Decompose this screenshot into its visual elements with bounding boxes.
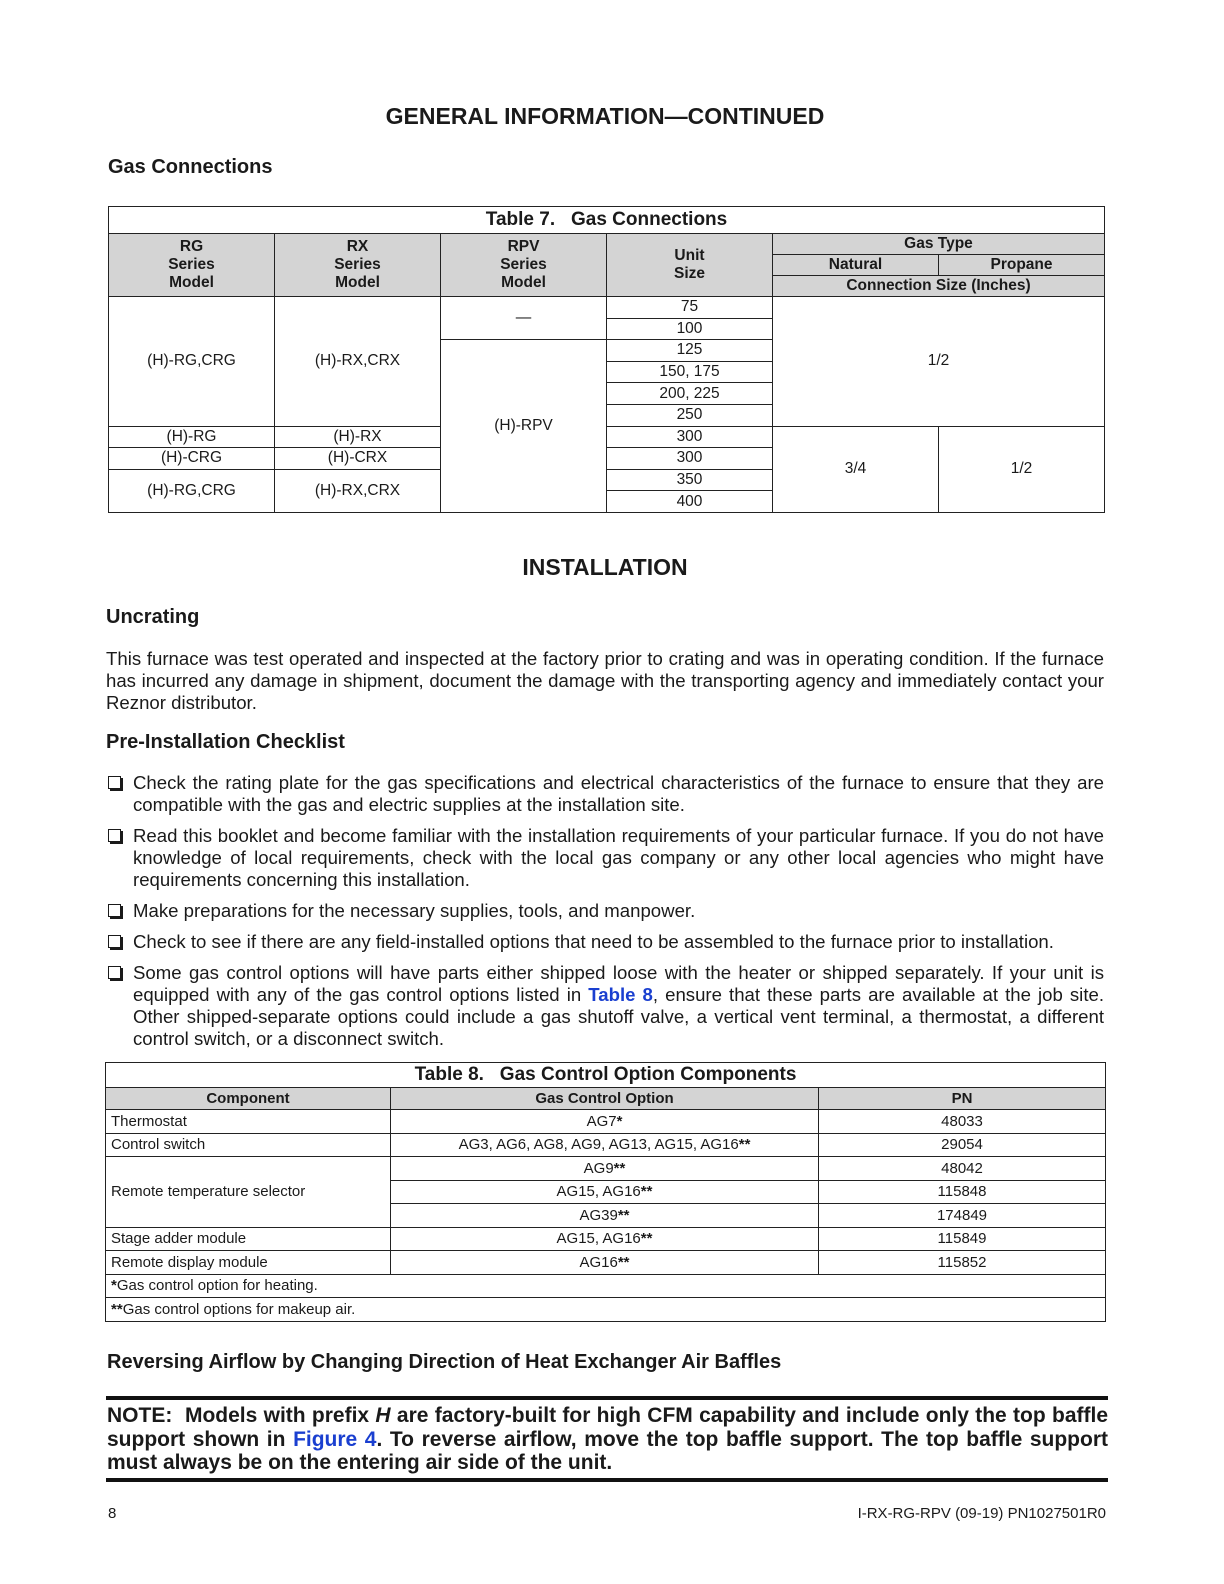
table8-link[interactable]: Table 8 <box>588 984 653 1005</box>
table-row: Remote temperature selector AG9** 48042 <box>106 1157 1106 1181</box>
checkbox-icon <box>108 904 121 917</box>
table8-caption: Table 8. Gas Control Option Components <box>106 1063 1106 1088</box>
rg-model-cell: (H)-RG,CRG <box>109 469 275 512</box>
header-propane: Propane <box>939 255 1105 276</box>
unit-size-cell: 400 <box>607 491 773 513</box>
unit-size-cell: 100 <box>607 318 773 340</box>
checklist-item: Check the rating plate for the gas specifications and electrical characteristics of the furnace to ensure that they are compatible with the gas and electric supplies at the installation site. <box>106 772 1104 816</box>
checkbox-icon <box>108 776 121 789</box>
unit-size-cell: 125 <box>607 340 773 362</box>
rx-model-cell: (H)-RX,CRX <box>275 297 441 427</box>
table-row: Thermostat AG7* 48033 <box>106 1110 1106 1134</box>
document-id: I-RX-RG-RPV (09-19) PN1027501R0 <box>857 1505 1106 1522</box>
header-unit-size: Unit Size <box>607 234 773 297</box>
header-component: Component <box>106 1088 391 1110</box>
reversing-airflow-heading: Reversing Airflow by Changing Direction of Heat Exchanger Air Baffles <box>107 1351 782 1373</box>
unit-size-cell: 75 <box>607 297 773 319</box>
header-gas-control-option: Gas Control Option <box>391 1088 819 1110</box>
page-title: GENERAL INFORMATION—CONTINUED <box>385 103 825 129</box>
checklist-item: Some gas control options will have parts either shipped loose with the heater or shipped separately. If your unit is equipped with any of the gas control options listed in Table 8, ensure that these parts are available at the job site. Other shipped-separate options could include a gas shutoff valve, a vertical vent terminal, a thermostat, a different control switch, or a disconnect switch. <box>106 962 1104 1050</box>
unit-size-cell: 300 <box>607 448 773 470</box>
unit-size-cell: 250 <box>607 404 773 426</box>
header-rx-series: RX Series Model <box>275 234 441 297</box>
note-box: NOTE: Models with prefix H are factory-built for high CFM capability and include only the top baffle support shown in Figure 4. To reverse airflow, move the top baffle support. The top baffle support must always be on the entering air side of the unit. <box>106 1396 1108 1482</box>
rpv-model-cell: (H)-RPV <box>441 340 607 513</box>
header-pn: PN <box>819 1088 1106 1110</box>
table-row: Control switch AG3, AG6, AG8, AG9, AG13, AG15, AG16** 29054 <box>106 1133 1106 1157</box>
header-rg-series: RG Series Model <box>109 234 275 297</box>
checklist-heading: Pre-Installation Checklist <box>106 731 345 753</box>
table-footnote: *Gas control option for heating. <box>106 1274 1106 1298</box>
gas-connections-heading: Gas Connections <box>108 156 273 178</box>
installation-heading: INSTALLATION <box>522 554 688 580</box>
checkbox-icon <box>108 966 121 979</box>
uncrating-paragraph: This furnace was test operated and inspected at the factory prior to crating and was in operating condition. If the furnace has incurred any damage in shipment, document the damage with the transporting agency and immediately contact your Reznor distributor. <box>106 648 1104 713</box>
table-row: AG39** 174849 <box>106 1204 1106 1228</box>
connection-size-cell: 1/2 <box>773 297 1105 427</box>
rg-model-cell: (H)-RG,CRG <box>109 297 275 427</box>
rpv-model-cell: — <box>441 297 607 340</box>
figure4-link[interactable]: Figure 4 <box>293 1427 377 1451</box>
unit-size-cell: 150, 175 <box>607 361 773 383</box>
unit-size-cell: 350 <box>607 469 773 491</box>
rg-model-cell: (H)-RG <box>109 426 275 448</box>
propane-connection-cell: 1/2 <box>939 426 1105 512</box>
uncrating-heading: Uncrating <box>106 606 200 628</box>
checkbox-icon <box>108 829 121 842</box>
rx-model-cell: (H)-CRX <box>275 448 441 470</box>
gas-connections-table <box>108 206 1105 513</box>
checklist-item: Check to see if there are any field-installed options that need to be assembled to the furnace prior to installation. <box>106 931 1104 953</box>
unit-size-cell: 200, 225 <box>607 383 773 405</box>
page-number: 8 <box>108 1505 117 1522</box>
header-rpv-series: RPV Series Model <box>441 234 607 297</box>
checklist-item: Make preparations for the necessary supplies, tools, and manpower. <box>106 900 1104 922</box>
checkbox-icon <box>108 935 121 948</box>
rx-model-cell: (H)-RX,CRX <box>275 469 441 512</box>
table-row: Stage adder module AG15, AG16** 115849 <box>106 1227 1106 1251</box>
natural-connection-cell: 3/4 <box>773 426 939 512</box>
table-row: Remote display module AG16** 115852 <box>106 1251 1106 1275</box>
header-connection-size: Connection Size (Inches) <box>773 276 1105 297</box>
rx-model-cell: (H)-RX <box>275 426 441 448</box>
pre-installation-checklist <box>106 772 1104 1059</box>
checklist-item: Read this booklet and become familiar with the installation requirements of your particular furnace. If you do not have knowledge of local requirements, check with the local gas company or any other local agencies who might have requirements concerning this installation. <box>106 825 1104 891</box>
gas-control-options-table <box>105 1062 1106 1322</box>
unit-size-cell: 300 <box>607 426 773 448</box>
table-footnote: **Gas control options for makeup air. <box>106 1298 1106 1322</box>
header-gas-type: Gas Type <box>773 234 1105 255</box>
header-natural: Natural <box>773 255 939 276</box>
table7-caption: Table 7. Gas Connections <box>109 207 1105 234</box>
rg-model-cell: (H)-CRG <box>109 448 275 470</box>
table-row: AG15, AG16** 115848 <box>106 1180 1106 1204</box>
